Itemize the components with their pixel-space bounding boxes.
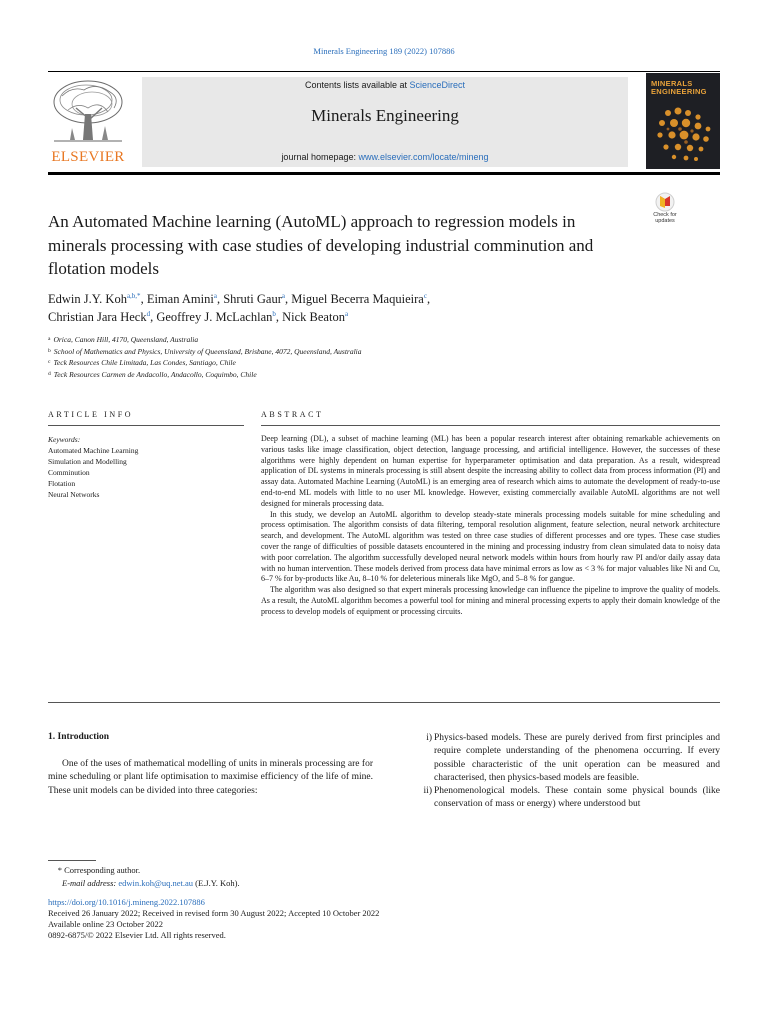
list-item-number: i) (426, 733, 432, 743)
affiliation-text: Teck Resources Carmen de Andacollo, Andacollo, Coquimbo, Chile (53, 369, 257, 379)
masthead-bottom-rule (48, 172, 720, 175)
model-category-list (410, 732, 720, 812)
check-updates-label: Check for updates (653, 212, 677, 224)
affiliation (48, 369, 688, 381)
author-separator: , (216, 292, 224, 306)
article-info-heading: ARTICLE INFO (48, 410, 134, 419)
abstract-rule (261, 425, 720, 426)
author[interactable]: Edwin J.Y. Koh (48, 292, 127, 306)
list-item (410, 785, 720, 812)
abstract-paragraph: The algorithm was also designed so that expert minerals processing knowledge can influence the pipeline to improve the quality of models. As a result, the AutoML algorithm becomes a powerful tool for mining and mineral processing experts to apply their domain knowledge of the process to develop models of equipment or processing circuits. (261, 585, 720, 616)
author-separator: , (275, 310, 283, 324)
masthead-top-rule (48, 71, 720, 72)
author[interactable]: Christian Jara Heck (48, 310, 147, 324)
email-footnote (48, 877, 240, 889)
article-info-rule (48, 425, 244, 426)
abstract-heading: ABSTRACT (261, 410, 324, 419)
affiliation (48, 334, 688, 346)
affiliation-mark: a (48, 336, 51, 342)
list-item-number: ii) (423, 786, 432, 797)
online-date: Available online 23 October 2022 (48, 919, 164, 929)
email-link[interactable]: edwin.koh@uq.net.au (118, 878, 193, 888)
author-list (48, 290, 688, 326)
author-affiliation-mark[interactable]: c (423, 292, 427, 300)
contents-prefix: Contents lists available at (304, 80, 410, 90)
affiliation (48, 357, 688, 369)
copyright: 0892-6875/© 2022 Elsevier Ltd. All rights reserved. (48, 930, 226, 940)
author[interactable]: Geoffrey J. McLachlan (156, 310, 273, 324)
doi-link[interactable]: https://doi.org/10.1016/j.mineng.2022.107886 (48, 897, 205, 907)
affiliation-mark: d (48, 370, 51, 377)
introduction-paragraph: One of the uses of mathematical modelling of units in minerals processing are for mine scheduling or plant life optimisation to maximise efficiency of the life of mine. These unit models can be divided into three categories: (48, 759, 373, 796)
abstract-end-rule (48, 702, 720, 703)
publication-info (48, 897, 379, 941)
keywords-label: Keywords: (48, 435, 81, 444)
abstract-body (261, 434, 720, 618)
elsevier-tree-icon (48, 78, 128, 148)
author-affiliation-mark[interactable]: a,b,* (126, 292, 141, 300)
check-updates-icon (648, 192, 682, 212)
homepage-line (142, 152, 628, 162)
author-separator: , (284, 292, 292, 306)
author[interactable]: Miguel Becerra Maquieira (291, 292, 424, 306)
author-affiliation-mark[interactable]: d (146, 310, 151, 318)
affiliation-mark: b (48, 347, 51, 354)
footnote-text: Corresponding author. (64, 865, 141, 875)
keywords-block (48, 434, 244, 500)
author[interactable]: Eiman Amini (146, 292, 214, 306)
affiliation-text: Teck Resources Chile Limitada, Las Condes, Santiago, Chile (53, 358, 236, 367)
author-affiliation-mark[interactable]: a (213, 292, 217, 300)
keyword: Neural Networks (48, 490, 100, 499)
received-dates: Received 26 January 2022; Received in revised form 30 August 2022; Accepted 10 October 2022 (48, 908, 380, 918)
list-item-text: Phenomenological models. These contain some physical bounds (like conservation of mass or energy) where understood but (434, 786, 720, 810)
keyword: Simulation and Modelling (48, 457, 127, 466)
author-affiliation-mark[interactable]: b (272, 310, 276, 318)
corresponding-author-footnote (48, 864, 140, 876)
email-suffix: (E.J.Y. Koh). (195, 878, 240, 888)
footnote-rule (48, 860, 96, 861)
author-separator: , (140, 292, 147, 306)
cover-title-line2: ENGINEERING (651, 87, 707, 96)
abstract-paragraph: Deep learning (DL), a subset of machine learning (ML) has been a popular research interest after obtaining remarkable achievements on various tasks like image classification, object detection, language processing, and artificial intelligence. However, the successes of these algorithms were highly dependent on human expertise for hyperparameter optimisation and data preparation. As a result, widespread application of DL systems in minerals processing is still absent despite the increasing ability to collect data from process information (PI) and assay data. Automated Machine Learning (AutoML) is an emerging area of research which aims to automate the development of ready-to-use end-to-end ML models with little to no user ML knowledge. However, existing commercially available AutoML algorithms are not well designed for minerals processing data. (261, 434, 720, 508)
author-affiliation-mark[interactable]: a (344, 310, 349, 318)
affiliation-text: School of Mathematics and Physics, University of Queensland, Brisbane, 4072, Queensland, Australia (53, 346, 362, 356)
author-separator: , (426, 292, 431, 306)
running-header[interactable]: Minerals Engineering 189 (2022) 107886 (313, 46, 455, 56)
journal-title[interactable]: Minerals Engineering (311, 106, 459, 125)
footnote-mark: * (57, 865, 62, 875)
journal-cover[interactable] (646, 73, 720, 169)
check-for-updates-badge[interactable] (648, 192, 682, 232)
homepage-prefix: journal homepage: (281, 152, 359, 162)
author-separator: , (150, 310, 157, 324)
article-title: An Automated Machine learning (AutoML) approach to regression models in minerals processing with case studies of developing industrial comminution and flotation models (48, 212, 594, 278)
introduction-heading: 1. Introduction (48, 732, 110, 742)
list-item (410, 732, 720, 785)
abstract-paragraph: In this study, we develop an AutoML algorithm to develop steady-state minerals processing models suitable for mine scheduling and process optimisation. The algorithm consists of data filtering, temporal resolution alignment, feature selection, neural network architecture search, and development. The AutoML algorithm was tested on three case studies of different processes and ore types. These case studies cover the range of difficulties of possible datasets encountered in the mining and processing industry from clean simulated data to noisy data with poor correlation. The algorithm successfully developed neural network models within hours from hourly raw PI and/or daily assay data with no human intervention. These models derived from process data have minimal errors as low as < 3 % for major valuables like Ni and Cu, 6–7 % for by-products like Au, 8–10 % for deleterious minerals like MgO, and 5–8 % for gangue. (261, 509, 720, 584)
journal-homepage-link[interactable]: www.elsevier.com/locate/mineng (358, 152, 489, 162)
keyword: Flotation (48, 479, 76, 488)
email-label: E-mail address: (62, 878, 117, 888)
affiliation (48, 346, 688, 358)
contents-line (142, 80, 628, 90)
elsevier-logo[interactable] (48, 78, 128, 166)
author[interactable]: Nick Beaton (282, 310, 345, 324)
keyword: Comminution (48, 468, 90, 477)
cover-art-icon (646, 73, 720, 169)
affiliation-mark: c (48, 359, 51, 365)
affiliations (48, 334, 688, 380)
affiliation-text: Orica, Canon Hill, 4170, Queensland, Australia (53, 335, 199, 344)
author[interactable]: Shruti Gaur (223, 292, 282, 306)
cover-title-line1: MINERALS (651, 79, 693, 88)
elsevier-wordmark: ELSEVIER (51, 149, 125, 165)
sciencedirect-link[interactable]: ScienceDirect (409, 80, 466, 90)
keyword: Automated Machine Learning (48, 446, 139, 455)
author-affiliation-mark[interactable]: a (281, 292, 285, 300)
list-item-text: Physics-based models. These are purely derived from first principles and require complete understanding of the phenomena occurring. If every possible characteristic of the unit operation can be measured and characterised, then physics-based models are feasible. (434, 733, 720, 783)
